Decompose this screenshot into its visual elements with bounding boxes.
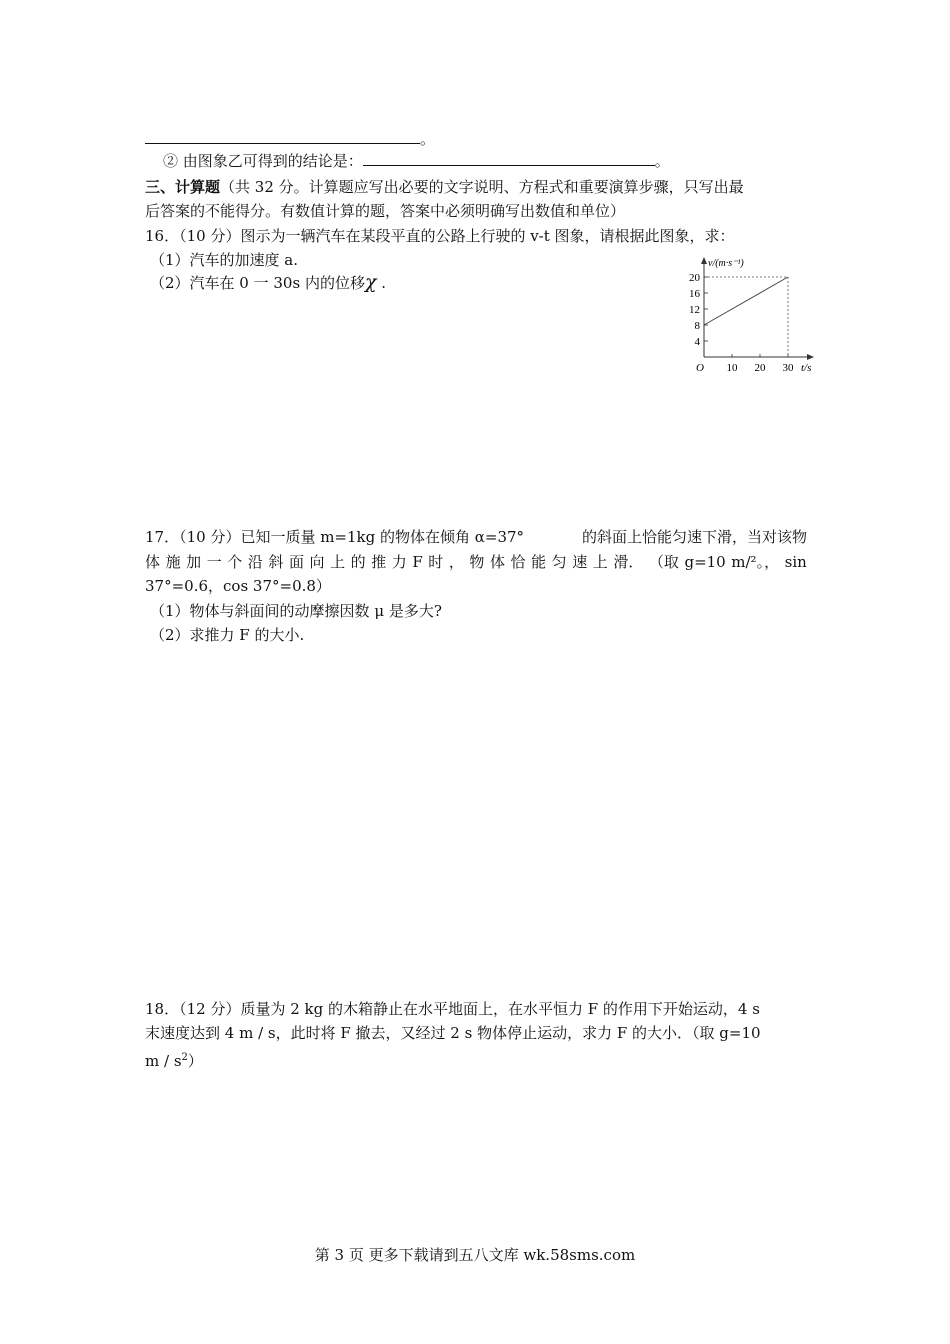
text-token: 滑．	[613, 553, 644, 571]
text-token: 上	[330, 553, 346, 571]
displacement-symbol: χ	[364, 271, 377, 293]
text-token: g=10	[684, 553, 726, 571]
text-token: 沿	[247, 553, 263, 571]
question-18-line-1: 18．（12 分）质量为 2 kg 的木箱静止在水平地面上，在水平恒力 F 的作用下开始运动，4 s	[145, 1000, 760, 1018]
question-18-line-3: m / $s^2$）	[145, 1052, 203, 1070]
answer-blank	[363, 151, 655, 166]
question-17-line-1: 17．（10 分）已知一质量 m=1kg 的物体在倾角 α=37° 的斜面上恰能匀速下滑，当对该物	[145, 528, 807, 546]
x-axis-label: t/s	[801, 362, 812, 374]
section-heading	[145, 176, 744, 198]
section-instructions-2: 后答案的不能得分。有数值计算的题，答案中必须明确写出数值和单位）	[145, 202, 626, 220]
question-17-part-1: （1）物体与斜面间的动摩擦因数 μ 是多大?	[150, 602, 442, 620]
text-token: 恰	[510, 553, 526, 571]
x-tick-label: 20	[754, 362, 766, 374]
vt-graph	[678, 253, 818, 378]
vt-line	[704, 277, 788, 325]
text-token: 速	[572, 553, 588, 571]
section-title: 三、计算题	[145, 178, 221, 196]
text-token: ，	[448, 553, 464, 571]
text-token: 能	[531, 553, 547, 571]
text-token: F	[412, 553, 423, 571]
text-token: 施	[165, 553, 181, 571]
origin-label: O	[696, 362, 704, 374]
question-16-part-2: （2）汽车在 0 一 30s 内的位移χ .	[150, 271, 387, 293]
y-tick-label: 8	[694, 320, 700, 332]
y-axis-arrow	[701, 257, 707, 264]
question-17-part-2: （2）求推力 F 的大小.	[150, 626, 305, 644]
conclusion-prompt: ② 由图象乙可得到的结论是：	[163, 152, 363, 170]
x-tick-label: 10	[726, 362, 738, 374]
y-tick-label: 16	[689, 288, 700, 300]
section-instructions: （共 32 分。计算题应写出必要的文字说明、方程式和重要演算步骤，只写出最	[220, 178, 744, 196]
text-token: 加	[186, 553, 202, 571]
text-token: m/²。，	[731, 553, 780, 571]
text-token: 上	[592, 553, 608, 571]
text-token: 向	[309, 553, 325, 571]
text-token: sin	[784, 553, 807, 571]
text-token: 力	[391, 553, 407, 571]
y-axis-label: v/(m·s⁻¹)	[708, 258, 744, 269]
text-token: 的	[350, 553, 366, 571]
text-token: 斜	[268, 553, 284, 571]
answer-line-2: ② 由图象乙可得到的结论是： 。	[163, 152, 670, 170]
question-17-line-2	[145, 551, 807, 573]
text-token: 个	[227, 553, 243, 571]
text-token: 体	[145, 553, 161, 571]
x-tick-label: 30	[782, 362, 794, 374]
x-axis-arrow	[807, 354, 814, 360]
text-token: 面	[288, 553, 304, 571]
text-token: 时	[428, 553, 444, 571]
text-token: （取	[648, 553, 679, 571]
text-token: 一	[206, 553, 222, 571]
question-16-stem: 16．（10 分）图示为一辆汽车在某段平直的公路上行驶的 v-t 图象，请根据此图象，求：	[145, 227, 735, 245]
answer-blank	[145, 129, 420, 144]
question-17-line-3: 37°=0.6，cos 37°=0.8）	[145, 577, 331, 595]
text-token: 推	[371, 553, 387, 571]
y-tick-label: 4	[694, 336, 700, 348]
y-tick-label: 20	[689, 272, 700, 284]
page-footer: 第 3 页 更多下载请到五八文库 wk.58sms.com	[314, 1246, 636, 1264]
text-token: 匀	[551, 553, 567, 571]
text-token: 体	[489, 553, 505, 571]
text-token: 物	[469, 553, 485, 571]
y-tick-label: 12	[689, 304, 700, 316]
question-16-part-1: （1）汽车的加速度 a.	[150, 251, 299, 269]
answer-line-1: 。	[145, 128, 435, 150]
question-18-line-2: 末速度达到 4 m / s，此时将 F 撤去，又经过 2 s 物体停止运动，求力 F 的大小．（取 g=10	[145, 1024, 761, 1042]
